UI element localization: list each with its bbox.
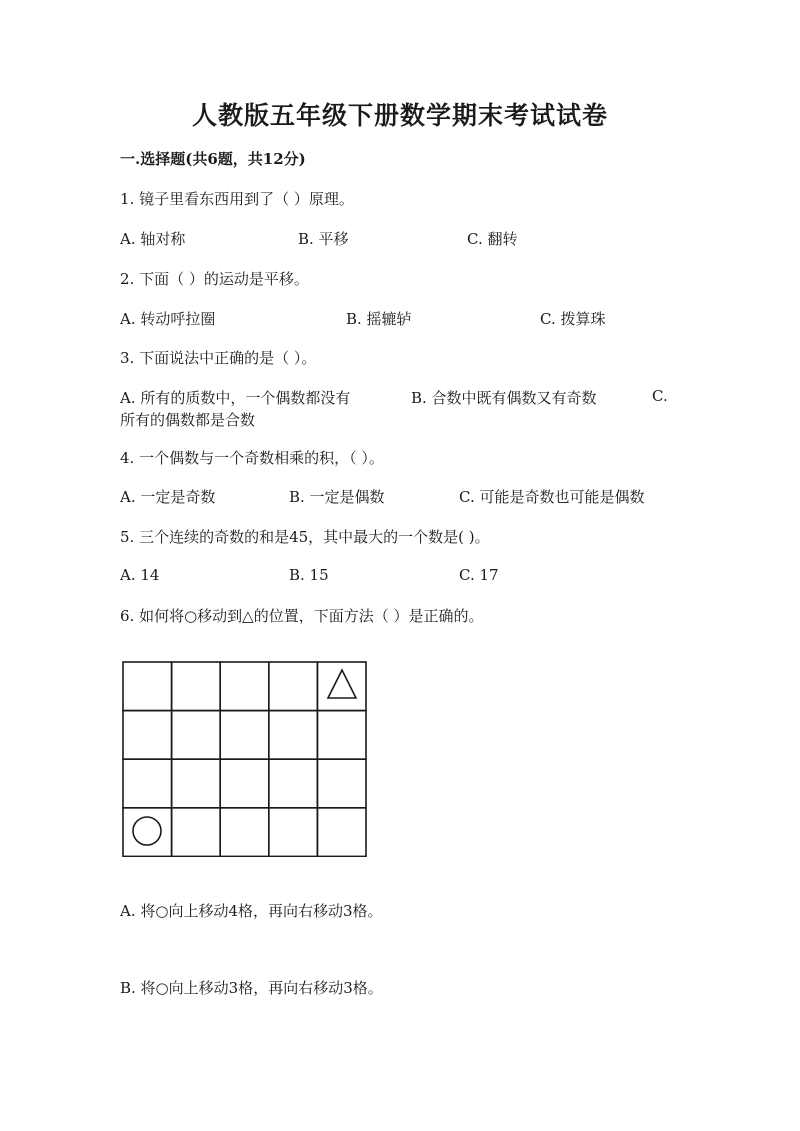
- grid-cell: [172, 759, 221, 808]
- question-3-option-a[interactable]: A. 所有的质数中，一个偶数都没有: [120, 389, 351, 407]
- question-1-option-c[interactable]: C. 翻转: [467, 230, 518, 248]
- section-heading: 一.选择题(共6题，共12分): [120, 150, 306, 168]
- grid-cell: [269, 662, 318, 711]
- grid-cell: [172, 808, 221, 857]
- question-3-stem: 3. 下面说法中正确的是（ ）。: [120, 349, 317, 367]
- grid-cell: [220, 662, 269, 711]
- question-5-stem: 5. 三个连续的奇数的和是45，其中最大的一个数是( )。: [120, 528, 490, 546]
- question-6-stem: 6. 如何将○移动到△的位置，下面方法（ ）是正确的。: [120, 607, 484, 625]
- question-1-stem: 1. 镜子里看东西用到了（ ）原理。: [120, 190, 354, 208]
- question-5-option-b[interactable]: B. 15: [289, 566, 329, 584]
- question-6-option-a[interactable]: A. 将○向上移动4格，再向右移动3格。: [120, 902, 383, 920]
- question-4-option-c[interactable]: C. 可能是奇数也可能是偶数: [459, 488, 645, 506]
- circle-shape: [133, 817, 161, 845]
- question-2-option-b[interactable]: B. 摇辘轳: [346, 310, 412, 328]
- grid-cell: [220, 759, 269, 808]
- question-2-stem: 2. 下面（ ）的运动是平移。: [120, 270, 309, 288]
- question-2-option-c[interactable]: C. 拨算珠: [540, 310, 606, 328]
- question-1-option-a[interactable]: A. 轴对称: [120, 230, 186, 248]
- question-3-option-c-text[interactable]: 所有的偶数都是合数: [120, 411, 256, 429]
- grid-cell: [123, 759, 172, 808]
- question-5-option-a[interactable]: A. 14: [120, 566, 160, 584]
- grid-cell: [269, 759, 318, 808]
- grid-cell: [172, 662, 221, 711]
- grid-cell: [123, 662, 172, 711]
- question-4-option-a[interactable]: A. 一定是奇数: [120, 488, 216, 506]
- question-1-option-b[interactable]: B. 平移: [298, 230, 349, 248]
- grid-cell: [220, 808, 269, 857]
- grid-figure: [122, 661, 368, 857]
- grid-cell: [172, 711, 221, 760]
- grid-cell: [269, 711, 318, 760]
- grid-cell: [317, 711, 366, 760]
- question-4-stem: 4. 一个偶数与一个奇数相乘的积，（ ）。: [120, 449, 384, 467]
- grid-cell: [123, 711, 172, 760]
- question-3-option-b[interactable]: B. 合数中既有偶数又有奇数: [411, 389, 597, 407]
- grid-cell: [317, 808, 366, 857]
- question-2-option-a[interactable]: A. 转动呼拉圈: [120, 310, 216, 328]
- triangle-shape: [328, 670, 356, 698]
- question-5-option-c[interactable]: C. 17: [459, 566, 499, 584]
- grid-cell: [123, 808, 172, 857]
- grid-cell: [317, 759, 366, 808]
- page-title: 人教版五年级下册数学期末考试试卷: [191, 101, 608, 130]
- question-6-option-b[interactable]: B. 将○向上移动3格，再向右移动3格。: [120, 979, 383, 997]
- grid-cell: [269, 808, 318, 857]
- grid-cell: [220, 711, 269, 760]
- question-4-option-b[interactable]: B. 一定是偶数: [289, 488, 385, 506]
- question-3-option-c-label[interactable]: C.: [652, 387, 668, 405]
